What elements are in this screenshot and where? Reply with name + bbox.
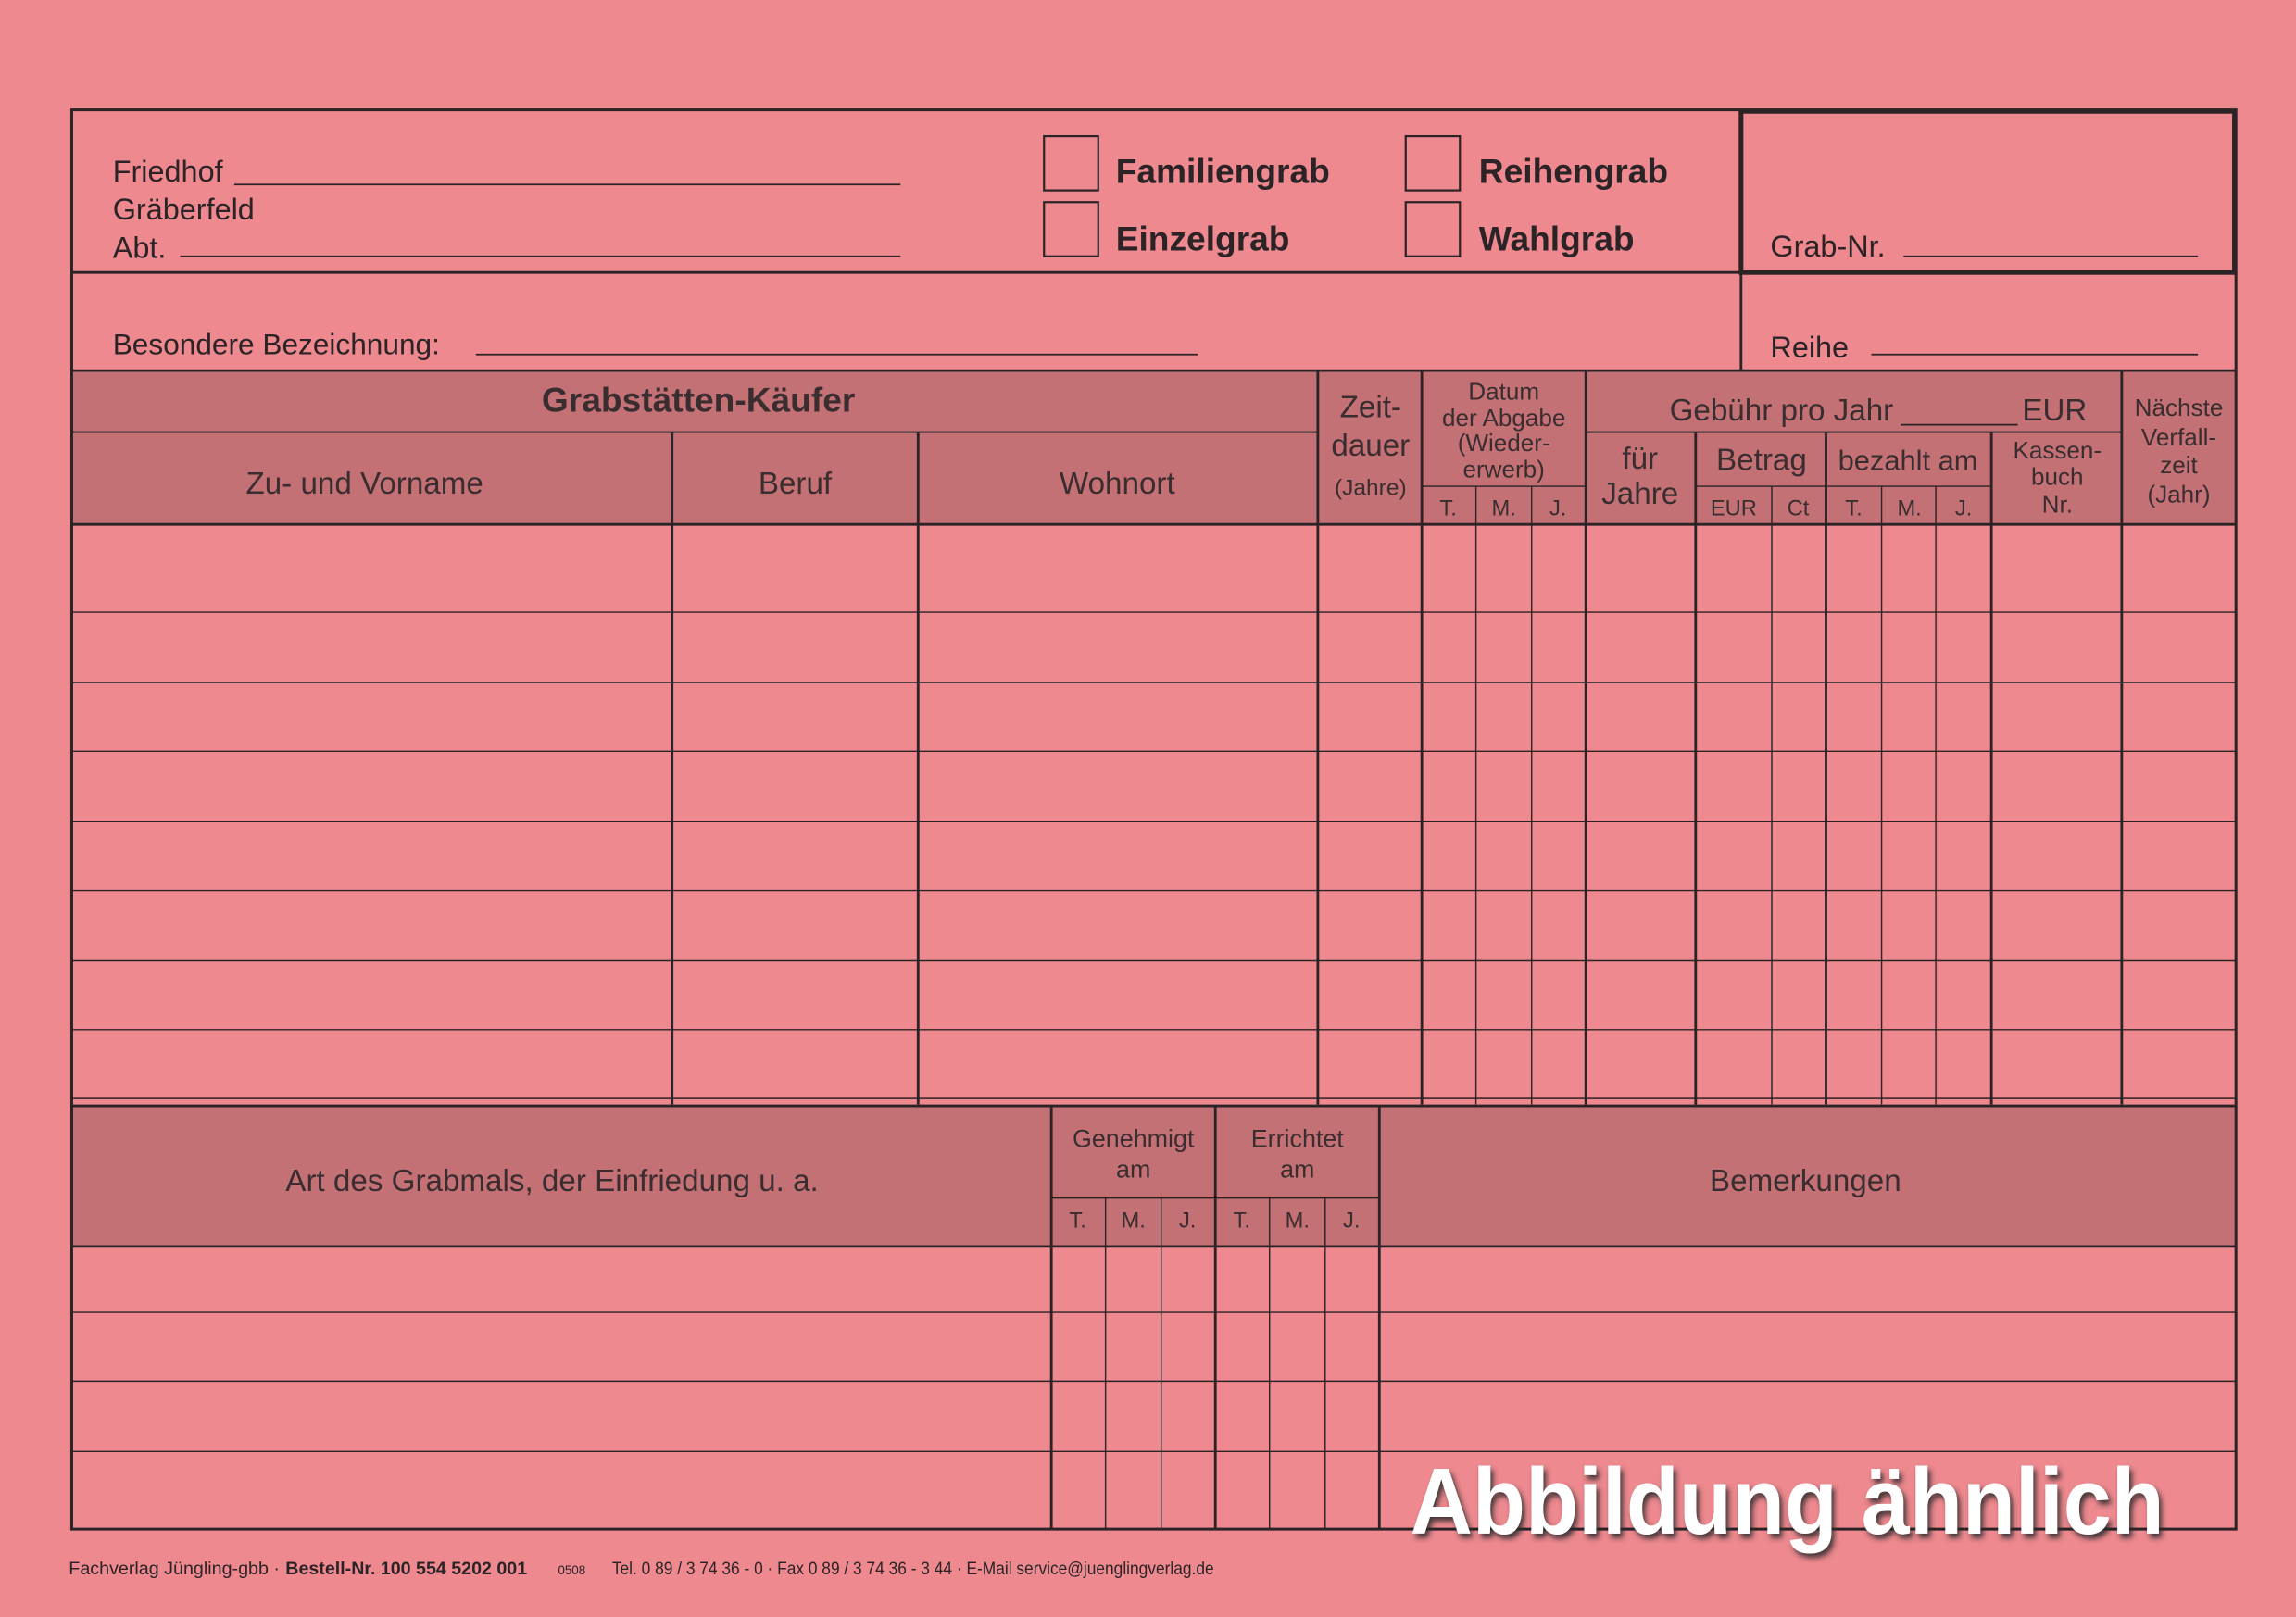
month-label: M. [1121, 1209, 1146, 1234]
footer-contact: Tel. 0 89 / 3 74 36 - 0 · Fax 0 89 / 3 74 36 - 3 44 · E-Mail service@juenglingverlag.de [611, 1560, 1214, 1580]
graeberfeld-label: Gräberfeld [112, 193, 255, 227]
column-header-line: für [1622, 442, 1659, 477]
reihe-label: Reihe [1770, 330, 1850, 364]
table-rows [71, 524, 2236, 1529]
column-header-line: Datum [1468, 377, 1540, 406]
footer [69, 1559, 1213, 1579]
monument-row[interactable] [71, 1312, 2236, 1381]
reihengrab-checkbox[interactable] [1406, 136, 1460, 191]
month-label: M. [1897, 496, 1922, 521]
betrag-label: Betrag [1716, 443, 1807, 478]
besondere-bezeichnung-label: Besondere Bezeichnung: [112, 327, 440, 361]
monument-row[interactable] [71, 1247, 2236, 1312]
column-header-line: der Abgabe [1441, 404, 1566, 432]
einzelgrab-checkbox[interactable] [1044, 202, 1098, 257]
year-label: J. [1343, 1209, 1361, 1234]
gebuehr-label: Gebühr pro Jahr [1669, 393, 1894, 428]
column-header-line: Zeit- [1339, 390, 1401, 425]
column-header-line: (Jahre) [1335, 475, 1407, 501]
gebuehr-currency: EUR [2022, 393, 2088, 428]
watermark-text: Abbildung ähnlich [1410, 1448, 2164, 1554]
column-header-line: (Wieder- [1457, 429, 1550, 458]
footer-order-number: Bestell-Nr. 100 554 5202 001 [285, 1559, 528, 1580]
footer-print-code: 0508 [558, 1563, 586, 1578]
wahlgrab-checkbox[interactable] [1406, 202, 1460, 257]
day-label: T. [1069, 1209, 1086, 1234]
year-label: J. [1954, 496, 1973, 521]
familiengrab-checkbox[interactable] [1044, 136, 1098, 191]
name-column-header: Zu- und Vorname [245, 466, 483, 501]
beruf-column-header: Beruf [758, 466, 833, 501]
friedhof-label: Friedhof [112, 155, 223, 189]
column-header-line: am [1280, 1155, 1315, 1184]
column-header-line: (Jahr) [2147, 480, 2211, 508]
month-label: M. [1285, 1209, 1310, 1234]
bezahlt-am-label: bezahlt am [1838, 444, 1978, 477]
reihengrab-label: Reihengrab [1478, 151, 1669, 191]
einzelgrab-label: Einzelgrab [1115, 219, 1290, 258]
column-header-line: zeit [2160, 450, 2198, 479]
bemerkungen-column-header: Bemerkungen [1710, 1163, 1901, 1198]
day-label: T. [1845, 496, 1863, 521]
column-header-line: Verfall- [2140, 422, 2217, 451]
year-label: J. [1549, 496, 1567, 521]
purchaser-table-title: Grabstätten-Käufer [541, 380, 856, 420]
wahlgrab-label: Wahlgrab [1478, 219, 1635, 258]
day-label: T. [1439, 496, 1457, 521]
purchaser-row[interactable] [71, 683, 2236, 751]
column-header-line: Errichtet [1250, 1124, 1344, 1153]
purchaser-row[interactable] [71, 751, 2236, 821]
zeitdauer-column-header [1331, 391, 1410, 501]
footer-publisher: Fachverlag Jüngling-gbb · [69, 1559, 280, 1580]
familiengrab-label: Familiengrab [1115, 151, 1330, 191]
column-header-line: Kassen- [2013, 436, 2102, 465]
column-header-line: Genehmigt [1072, 1124, 1195, 1153]
column-header-line: Nächste [2134, 394, 2224, 422]
ct-unit-label: Ct [1787, 496, 1810, 521]
purchaser-row[interactable] [71, 612, 2236, 683]
column-header-line: am [1116, 1155, 1151, 1184]
grab-nr-label: Grab-Nr. [1770, 229, 1886, 263]
wohnort-column-header: Wohnort [1059, 466, 1175, 501]
eur-unit-label: EUR [1710, 496, 1757, 521]
abt-label: Abt. [112, 231, 167, 265]
year-label: J. [1178, 1209, 1197, 1234]
column-header-line: Jahre [1601, 477, 1679, 512]
monument-row[interactable] [71, 1381, 2236, 1451]
art-grabmal-column-header: Art des Grabmals, der Einfriedung u. a. [285, 1163, 819, 1198]
column-header-line: erwerb) [1462, 455, 1545, 483]
column-header-line: dauer [1331, 428, 1411, 463]
purchaser-row[interactable] [71, 524, 2236, 612]
month-label: M. [1491, 496, 1516, 521]
column-header-line: buch [2031, 462, 2084, 491]
purchaser-row[interactable] [71, 1030, 2236, 1098]
gebuehr-column-header [1670, 394, 2088, 428]
purchaser-row[interactable] [71, 891, 2236, 961]
day-label: T. [1233, 1209, 1250, 1234]
purchaser-row[interactable] [71, 960, 2236, 1029]
purchaser-row[interactable] [71, 821, 2236, 890]
column-header-line: Nr. [2041, 490, 2073, 519]
